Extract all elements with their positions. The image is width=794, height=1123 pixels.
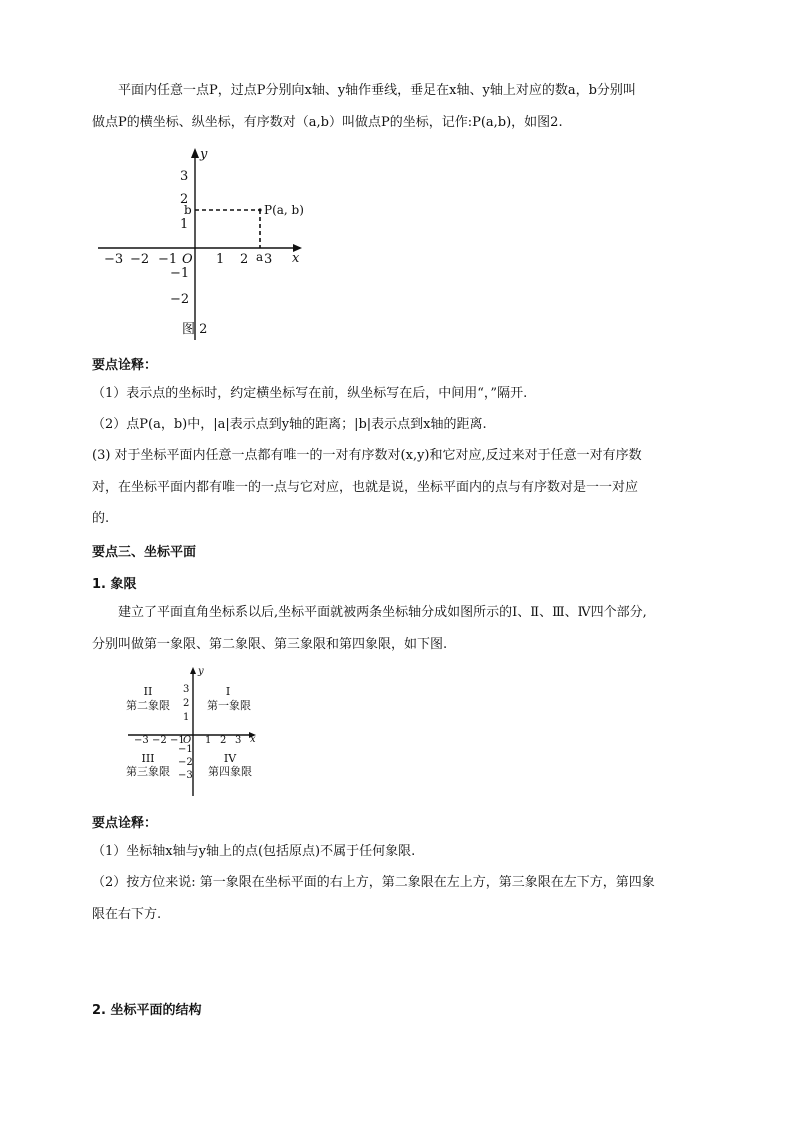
x-axis-label: x [292, 251, 300, 266]
intro-line-2: 做点P的横坐标、纵坐标，有序数对（a,b）叫做点P的坐标，记作:P(a,b)，如图2. [92, 115, 563, 130]
a-label: a [256, 250, 264, 264]
quadrant-4-numeral: IV [223, 752, 237, 765]
x-tick-1: 1 [216, 252, 225, 267]
quadrant-3-numeral: III [141, 752, 155, 765]
notes-2-item-2-line-2: 限在右下方. [92, 907, 162, 922]
x-tick-neg1: −1 [158, 252, 178, 267]
quadrant-figure [120, 662, 265, 798]
y-axis-arrow-icon [191, 148, 199, 158]
quadrant-y-tick-2: 2 [183, 698, 190, 709]
quadrant-y-tick-neg1: −1 [178, 744, 193, 755]
notes-2-item-2-line-1: （2）按方位来说: 第一象限在坐标平面的右上方，第二象限在左上方，第三象限在左下方，第四象 [92, 875, 655, 890]
point-p [258, 208, 261, 211]
x-tick-3: 3 [264, 252, 273, 267]
intro-line-1: 平面内任意一点P，过点P分别向x轴、y轴作垂线，垂足在x轴、y轴上对应的数a，b分别叫 [118, 83, 636, 98]
quadrant-1-numeral: I [225, 685, 231, 698]
quadrant-y-tick-1: 1 [183, 712, 190, 723]
notes-1-item-2: （2）点P(a，b)中，|a|表示点到y轴的距离；|b|表示点到x轴的距离. [92, 417, 487, 432]
x-tick-neg2: −2 [130, 252, 150, 267]
notes-1-heading: 要点诠释： [92, 358, 158, 373]
point-p-label: P(a, b) [264, 203, 304, 217]
b-label: b [184, 203, 192, 217]
quadrant-origin-label: O [183, 735, 192, 746]
quadrant-para-line-1: 建立了平面直角坐标系以后,坐标平面就被两条坐标轴分成如图所示的Ⅰ、Ⅱ、Ⅲ、Ⅳ四个部分, [118, 605, 647, 620]
y-axis-label: y [200, 147, 208, 162]
quadrant-3-name: 第三象限 [126, 765, 170, 778]
quadrant-x-tick-neg3: −3 [134, 735, 149, 746]
y-tick-neg2: −2 [170, 292, 190, 307]
quadrant-2-numeral: II [143, 685, 153, 698]
x-tick-2: 2 [240, 252, 249, 267]
quadrant-para-line-2: 分别叫做第一象限、第二象限、第三象限和第四象限，如下图. [92, 637, 448, 652]
quadrant-x-tick-neg1: −1 [170, 735, 185, 746]
y-tick-2: 2 [180, 192, 189, 207]
notes-2-item-1: （1）坐标轴x轴与y轴上的点(包括原点)不属于任何象限. [92, 844, 416, 859]
quadrant-y-tick-neg3: −3 [178, 770, 193, 781]
notes-1-item-1: （1）表示点的坐标时，约定横坐标写在前，纵坐标写在后，中间用“，”隔开. [92, 386, 528, 401]
quadrant-x-label: x [250, 734, 256, 745]
quadrant-4-name: 第四象限 [208, 765, 252, 778]
figure-2-coordinate-plot [90, 140, 320, 340]
notes-2-heading: 要点诠释： [92, 816, 158, 831]
quadrant-y-tick-3: 3 [183, 684, 190, 695]
figure-2-caption: 图 2 [182, 322, 208, 337]
quadrant-1-name: 第一象限 [207, 699, 251, 712]
section-3-heading: 要点三、坐标平面 [92, 545, 197, 560]
quadrant-y-tick-neg2: −2 [178, 757, 193, 768]
notes-1-item-3-line-1: (3) 对于坐标平面内任意一点都有唯一的一对有序数对(x,y)和它对应,反过来对于任意一对有序数 [92, 448, 642, 463]
origin-label: O [182, 252, 193, 267]
y-tick-1: 1 [180, 217, 189, 232]
y-tick-neg1: −1 [170, 266, 190, 281]
notes-1-item-3-line-3: 的. [92, 511, 110, 526]
quadrant-2-name: 第二象限 [126, 699, 170, 712]
y-tick-3: 3 [180, 169, 189, 184]
x-tick-neg3: −3 [104, 252, 124, 267]
quadrant-x-tick-2: 2 [220, 735, 227, 746]
subsection-quadrant-heading: 1. 象限 [92, 577, 137, 592]
notes-1-item-3-line-2: 对，在坐标平面内都有唯一的一点与它对应，也就是说，坐标平面内的点与有序数对是一一对应 [92, 480, 639, 495]
quadrant-x-tick-1: 1 [205, 735, 212, 746]
coordinate-plane-structure-heading: 2. 坐标平面的结构 [92, 1003, 202, 1018]
quadrant-x-tick-3: 3 [235, 735, 242, 746]
quadrant-x-tick-neg2: −2 [152, 735, 167, 746]
quadrant-y-label: y [198, 666, 204, 677]
quadrant-y-arrow-icon [190, 667, 196, 674]
